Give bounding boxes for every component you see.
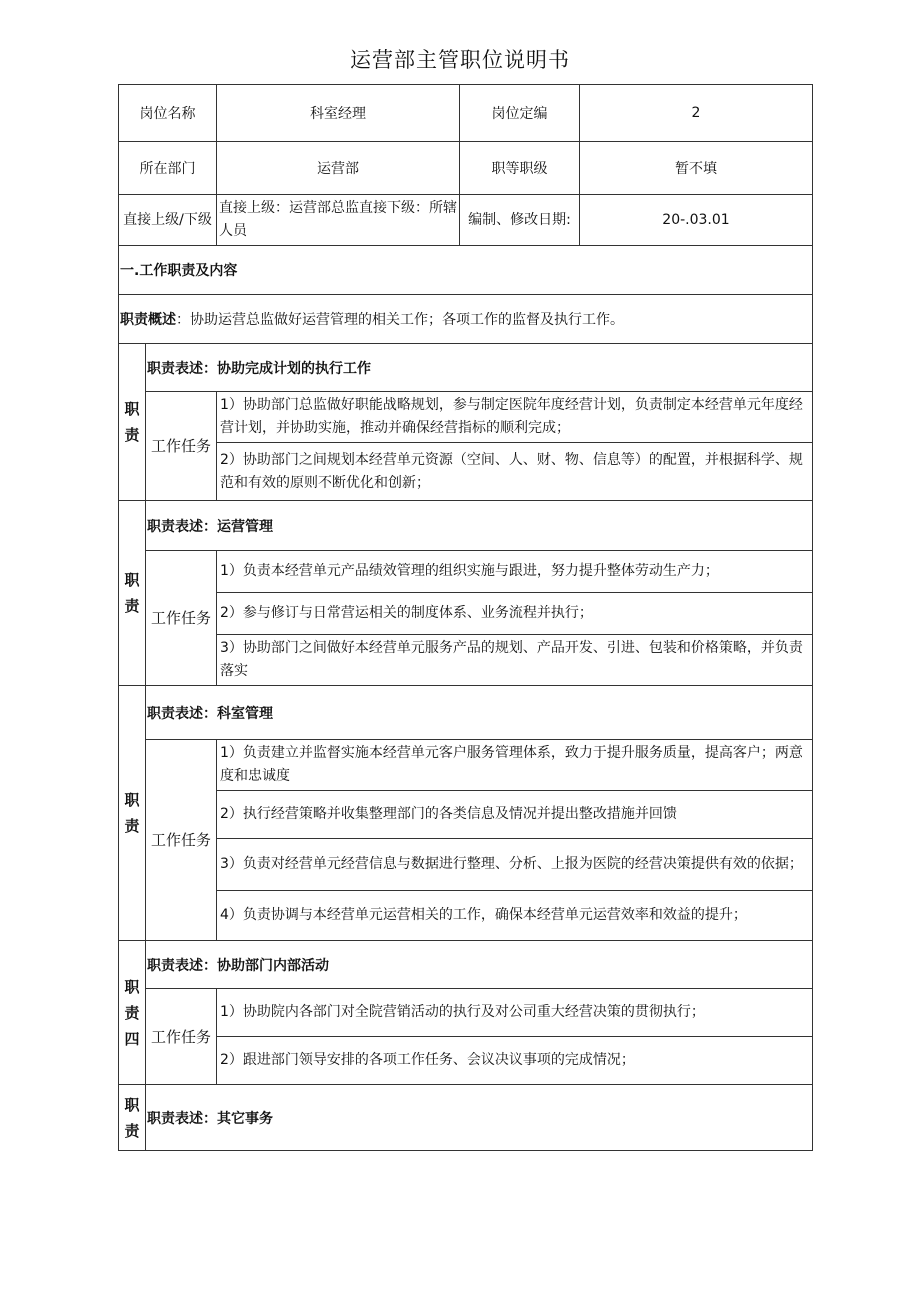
- page-title: 运营部主管职位说明书: [350, 48, 570, 72]
- duty-2-task-1: 1）负责本经营单元产品绩效管理的组织实施与跟进，努力提升整体劳动生产力；: [217, 551, 813, 593]
- department-value: 运营部: [217, 142, 460, 195]
- duty-2-heading-row: [119, 501, 813, 551]
- date-value: 20-.03.01: [580, 195, 813, 246]
- overview: [119, 295, 813, 344]
- duty-1-heading: 职责表述：协助完成计划的执行工作: [146, 344, 813, 392]
- duty-4-label: 职责四: [119, 941, 146, 1085]
- duty-5-label: 职责: [119, 1085, 146, 1151]
- duty-5-heading: 职责表述：其它事务: [146, 1085, 813, 1151]
- date-label: 编制、修改日期:: [460, 195, 580, 246]
- job-description-table: [118, 84, 813, 1151]
- position-name-value: 科室经理: [217, 85, 460, 142]
- duty-3-task-row: [119, 791, 813, 839]
- duty-5-heading-row: [119, 1085, 813, 1151]
- duty-3-task-4: 4）负责协调与本经营单元运营相关的工作，确保本经营单元运营效率和效益的提升；: [217, 891, 813, 941]
- duty-3-heading: 职责表述：科室管理: [146, 686, 813, 740]
- duty-1-task-row: [119, 392, 813, 443]
- duty-1-task-label: 工作任务: [146, 392, 217, 501]
- duty-4-task-label: 工作任务: [146, 989, 217, 1085]
- duty-2-task-label: 工作任务: [146, 551, 217, 686]
- header-row-department: [119, 142, 813, 195]
- duty-3-task-row: [119, 839, 813, 891]
- duty-2-heading: 职责表述：运营管理: [146, 501, 813, 551]
- headcount-label: 岗位定编: [460, 85, 580, 142]
- duty-3-task-2: 2）执行经营策略并收集整理部门的各类信息及情况并提出整改措施并回馈: [217, 791, 813, 839]
- grade-label: 职等职级: [460, 142, 580, 195]
- duty-1-task-row: [119, 443, 813, 501]
- section-title: 一.工作职责及内容: [119, 246, 813, 295]
- header-row-position: [119, 85, 813, 142]
- overview-label: 职责概述: [120, 312, 176, 328]
- overview-row: [119, 295, 813, 344]
- duty-3-task-row: [119, 740, 813, 791]
- overview-text: ：协助运营总监做好运营管理的相关工作；各项工作的监督及执行工作。: [176, 312, 624, 328]
- duty-1-task-2: 2）协助部门之间规划本经营单元资源（空间、人、财、物、信息等）的配置，并根据科学、规范和有效的原则不断优化和创新；: [217, 443, 813, 501]
- duty-4-task-1: 1）协助院内各部门对全院营销活动的执行及对公司重大经营决策的贯彻执行；: [217, 989, 813, 1037]
- duty-3-task-row: [119, 891, 813, 941]
- header-row-superior: [119, 195, 813, 246]
- duty-4-task-2: 2）跟进部门领导安排的各项工作任务、会议决议事项的完成情况；: [217, 1037, 813, 1085]
- grade-value: 暂不填: [580, 142, 813, 195]
- duty-2-task-row: [119, 551, 813, 593]
- duty-4-task-row: [119, 989, 813, 1037]
- duty-4-task-row: [119, 1037, 813, 1085]
- duty-4-heading: 职责表述：协助部门内部活动: [146, 941, 813, 989]
- duty-4-heading-row: [119, 941, 813, 989]
- duty-3-heading-row: [119, 686, 813, 740]
- position-name-label: 岗位名称: [119, 85, 217, 142]
- superior-label: 直接上级/下级: [119, 195, 217, 246]
- department-label: 所在部门: [119, 142, 217, 195]
- duty-2-label: 职责: [119, 501, 146, 686]
- duty-3-task-1: 1）负责建立并监督实施本经营单元客户服务管理体系，致力于提升服务质量，提高客户；两意度和忠诚度: [217, 740, 813, 791]
- duty-3-task-label: 工作任务: [146, 740, 217, 941]
- duty-2-task-row: [119, 635, 813, 686]
- duty-1-label: 职责: [119, 344, 146, 501]
- duty-2-task-2: 2）参与修订与日常营运相关的制度体系、业务流程并执行；: [217, 593, 813, 635]
- duty-1-task-1: 1）协助部门总监做好职能战略规划，参与制定医院年度经营计划，负责制定本经营单元年度经营计划，并协助实施，推动并确保经营指标的顺利完成；: [217, 392, 813, 443]
- superior-value: 直接上级：运营部总监直接下级：所辖人员: [217, 195, 460, 246]
- section-title-row: [119, 246, 813, 295]
- duty-3-task-3: 3）负责对经营单元经营信息与数据进行整理、分析、上报为医院的经营决策提供有效的依据；: [217, 839, 813, 891]
- duty-3-label: 职责: [119, 686, 146, 941]
- headcount-value: 2: [580, 85, 813, 142]
- duty-1-heading-row: [119, 344, 813, 392]
- duty-2-task-3: 3）协助部门之间做好本经营单元服务产品的规划、产品开发、引进、包装和价格策略，并负责落实: [217, 635, 813, 686]
- duty-2-task-row: [119, 593, 813, 635]
